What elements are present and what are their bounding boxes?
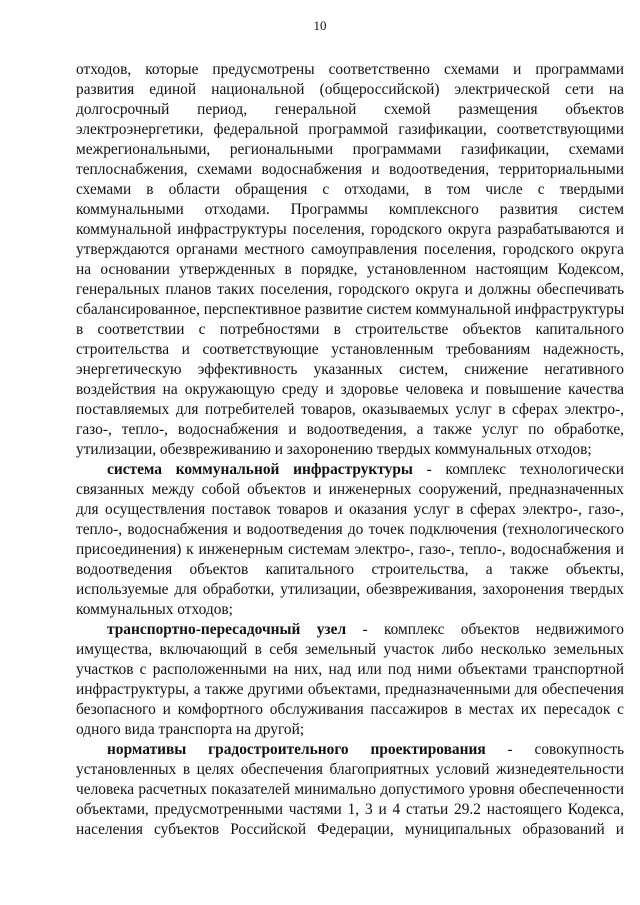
line-text: отходов, которые предусмотрены соответственно схемами и программами — [76, 61, 624, 78]
text-line — [76, 820, 624, 840]
text-line — [76, 60, 624, 80]
line-text: - комплекс технологически — [412, 461, 624, 478]
text-line — [76, 400, 624, 420]
text-line — [76, 100, 624, 120]
text-line — [76, 340, 624, 360]
line-text: теплоснабжения, схемами водоснабжения и водоотведения, территориальными — [76, 161, 624, 178]
text-line — [76, 320, 624, 340]
text-line — [76, 160, 624, 180]
line-text: связанных между собой объектов и инженерных сооружений, предназначенных — [76, 481, 624, 498]
line-text: газо-, тепло-, водоснабжения и водоотведения, а также услуг по обработке, — [76, 421, 624, 438]
line-text: долгосрочный период, генеральной схемой размещения объектов — [76, 101, 624, 118]
text-line — [76, 540, 624, 560]
line-text: сбалансированное, перспективное развитие систем коммунальной инфраструктуры — [76, 301, 625, 318]
paragraph — [76, 60, 624, 460]
line-text: схемами в области обращения с отходами, в том числе с твердыми — [76, 181, 624, 198]
text-line — [76, 460, 624, 480]
text-line — [76, 260, 624, 280]
text-line — [76, 300, 624, 320]
line-text: одного вида транспорта на другой; — [76, 721, 305, 738]
text-line — [76, 600, 624, 620]
line-text: установленных в целях обеспечения благоприятных условий жизнедеятельности — [76, 761, 624, 778]
line-text: тепло-, водоснабжения и водоотведения до точек подключения (технологического — [76, 521, 624, 538]
document-body — [76, 60, 624, 840]
defined-term: транспортно-пересадочный узел — [107, 621, 347, 638]
text-line — [76, 560, 624, 580]
defined-term: система коммунальной инфраструктуры — [107, 461, 413, 478]
line-text: коммунальными отходами. Программы комплексного развития систем — [76, 201, 624, 218]
text-line — [76, 280, 624, 300]
line-text: населения субъектов Российской Федерации, муниципальных образований и — [76, 821, 624, 838]
text-line — [76, 480, 624, 500]
line-text: человека расчетных показателей минимально допустимого уровня обеспеченности — [76, 781, 624, 798]
line-text: - совокупность — [485, 741, 624, 758]
line-text: объектами, предусмотренными частями 1, 3 и 4 статьи 29.2 настоящего Кодекса, — [76, 801, 624, 818]
line-text: присоединения) к инженерным системам электро-, газо-, тепло-, водоснабжения и — [76, 541, 624, 558]
paragraph — [76, 740, 624, 840]
text-line — [76, 680, 624, 700]
text-line — [76, 420, 624, 440]
line-text: энергетическую эффективность указанных систем, снижение негативного — [76, 361, 624, 378]
line-text: для осуществления поставок товаров и оказания услуг в сферах электро-, газо-, — [76, 501, 624, 518]
text-line — [76, 140, 624, 160]
text-line — [76, 760, 624, 780]
defined-term: нормативы градостроительного проектирования — [107, 741, 486, 758]
text-line — [76, 200, 624, 220]
text-line — [76, 220, 624, 240]
text-line — [76, 380, 624, 400]
line-text: на основании утвержденных в порядке, установленном настоящим Кодексом, — [76, 261, 624, 278]
text-line — [76, 640, 624, 660]
line-text: строительства и соответствующие установленным требованиям надежность, — [76, 341, 624, 358]
line-text: инфраструктуры, а также другими объектами, предназначенными для обеспечения — [76, 681, 624, 698]
text-line — [76, 520, 624, 540]
line-text: безопасного и комфортного обслуживания пассажиров в местах их пересадок с — [76, 701, 624, 718]
text-line — [76, 120, 624, 140]
line-text: участков с расположенными на них, над или под ними объектами транспортной — [76, 661, 624, 678]
page-number: 10 — [313, 18, 327, 33]
line-text: поставляемых для потребителей товаров, оказываемых услуг в сферах электро-, — [76, 401, 624, 418]
text-line — [76, 80, 624, 100]
line-text: коммунальных отходов; — [76, 601, 233, 618]
text-line — [76, 580, 624, 600]
text-line — [76, 440, 624, 460]
line-text: развития единой национальной (общероссийской) электрической сети на — [76, 81, 624, 98]
text-line — [76, 360, 624, 380]
line-text: водоотведения объектов капитального строительства, а также объекты, — [76, 561, 624, 578]
text-line — [76, 660, 624, 680]
line-text: в соответствии с потребностями в строительстве объектов капитального — [76, 321, 624, 338]
line-text: утверждаются органами местного самоуправления поселения, городского округа — [76, 241, 624, 258]
text-line — [76, 500, 624, 520]
line-text: межрегиональными, региональными программами газификации, схемами — [76, 141, 624, 158]
line-text: коммунальной инфраструктуры поселения, городского округа разрабатываются и — [76, 221, 624, 238]
line-text: генеральных планов таких поселения, городского округа и должны обеспечивать — [76, 281, 624, 298]
paragraph — [76, 620, 624, 740]
text-line — [76, 780, 624, 800]
text-line — [76, 180, 624, 200]
line-text: утилизации, обезвреживанию и захоронению твердых коммунальных отходов; — [76, 441, 592, 458]
text-line — [76, 740, 624, 760]
text-line — [76, 620, 624, 640]
line-text: имущества, включающий в себя земельный участок либо несколько земельных — [76, 641, 624, 658]
text-line — [76, 700, 624, 720]
line-text: - комплекс объектов недвижимого — [346, 621, 624, 638]
text-line — [76, 720, 624, 740]
line-text: используемые для обработки, утилизации, обезвреживания, захоронения твердых — [76, 581, 624, 598]
text-line — [76, 800, 624, 820]
line-text: электроэнергетики, федеральной программой газификации, соответствующими — [76, 121, 624, 138]
text-line — [76, 240, 624, 260]
line-text: воздействия на окружающую среду и здоровье человека и повышение качества — [76, 381, 624, 398]
paragraph — [76, 460, 624, 620]
